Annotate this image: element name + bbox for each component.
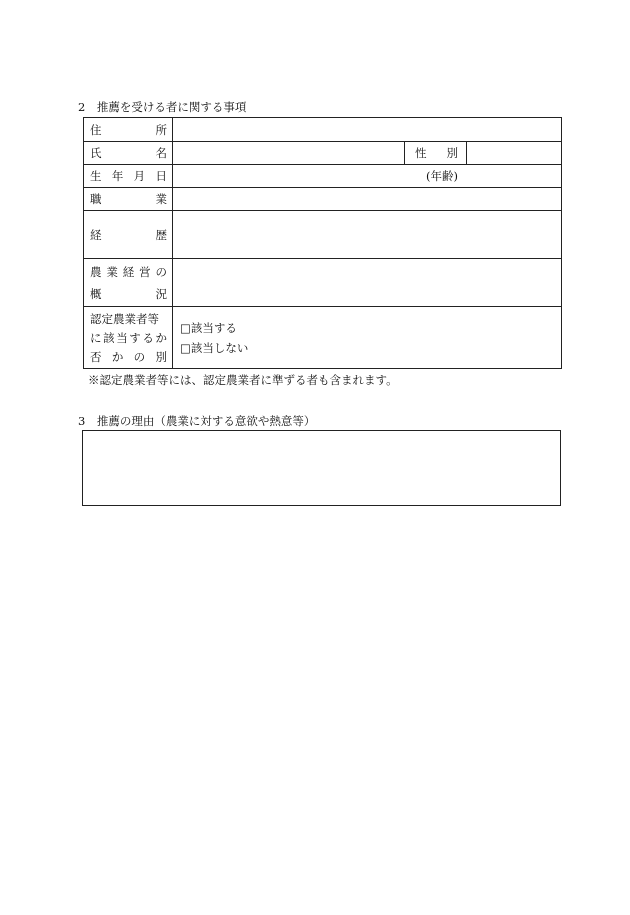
section-3-heading: 3 推薦の理由（農業に対する意欲や熱意等） — [78, 414, 316, 428]
certified-label: 認定農業者等 に 該 当 す る か 否 か の 別 — [84, 307, 173, 369]
occupation-row — [84, 188, 562, 211]
birth-field[interactable] — [173, 165, 562, 188]
occupation-label: 職 業 — [84, 188, 173, 211]
gender-field[interactable] — [467, 142, 562, 165]
gender-label: 性 別 — [405, 142, 467, 165]
birth-label: 生 年 月 日 — [84, 165, 173, 188]
certified-row — [84, 307, 562, 369]
farming-field[interactable] — [173, 259, 562, 307]
name-row — [84, 142, 562, 165]
career-label: 経 歴 — [84, 211, 173, 259]
farming-row — [84, 259, 562, 307]
reason-text-area[interactable] — [82, 430, 561, 506]
section-2-heading: 2 推薦を受ける者に関する事項 — [78, 100, 247, 114]
address-row — [84, 118, 562, 142]
name-field[interactable] — [173, 142, 405, 165]
option-not-applicable-checkbox[interactable]: □該当しない — [180, 340, 249, 355]
farming-label: 農 業 経 営 の 概 況 — [84, 259, 173, 307]
career-field[interactable] — [173, 211, 562, 259]
certified-note: ※認定農業者等には、認定農業者に準ずる者も含まれます。 — [88, 373, 398, 387]
option-applicable-checkbox[interactable]: □該当する — [180, 320, 237, 335]
occupation-field[interactable] — [173, 188, 562, 211]
address-label: 住 所 — [84, 118, 173, 142]
nominee-info-table — [83, 117, 562, 369]
career-row — [84, 211, 562, 259]
age-text: (年齢) — [426, 169, 459, 183]
certified-options — [173, 307, 562, 369]
birth-row — [84, 165, 562, 188]
name-label: 氏 名 — [84, 142, 173, 165]
address-field[interactable] — [173, 118, 562, 142]
